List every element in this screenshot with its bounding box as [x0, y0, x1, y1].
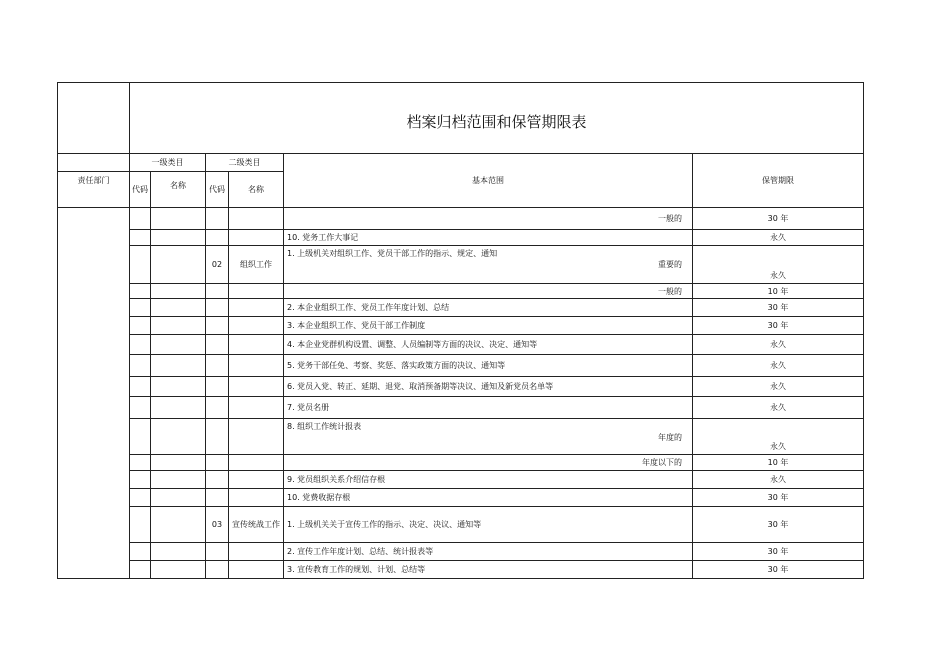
period-header: 保管期限: [693, 154, 864, 208]
level2-name-header: 名称: [229, 172, 284, 208]
level1-code-cell: [130, 419, 151, 455]
table-row: [58, 397, 864, 419]
level1-name-cell: [151, 317, 206, 335]
level1-name-cell: [151, 246, 206, 284]
level2-name-cell: [229, 377, 284, 397]
period-cell: 30 年: [693, 299, 864, 317]
level2-code-cell: [206, 419, 229, 455]
scope-item: 2. 宣传工作年度计划、总结、统计报表等: [287, 547, 434, 556]
scope-item: 7. 党员名册: [287, 403, 330, 412]
level1-name-cell: [151, 335, 206, 355]
scope-item: 9. 党员组织关系介绍信存根: [287, 475, 386, 484]
table-row: [58, 284, 864, 299]
level2-code-cell: 02: [206, 246, 229, 284]
period-cell: 30 年: [693, 507, 864, 543]
level2-name-cell: [229, 397, 284, 419]
level2-name-cell: [229, 471, 284, 489]
level1-name-cell: [151, 543, 206, 561]
level2-name-cell: 宣传统战工作: [229, 507, 284, 543]
level1-code-cell: [130, 317, 151, 335]
scope-header: 基本范围: [284, 154, 693, 208]
level2-name-cell: [229, 489, 284, 507]
period-cell: 永久: [693, 419, 864, 455]
level1-code-cell: [130, 377, 151, 397]
table-row: [58, 471, 864, 489]
level2-code-cell: [206, 230, 229, 246]
level1-name-cell: [151, 419, 206, 455]
table-row: [58, 208, 864, 230]
level2-name-cell: [229, 419, 284, 455]
level1-code-cell: [130, 543, 151, 561]
level1-name-header: 名称: [151, 172, 206, 208]
period-cell: 30 年: [693, 543, 864, 561]
level2-code-cell: [206, 455, 229, 471]
level2-code-cell: [206, 335, 229, 355]
level1-name-cell: [151, 208, 206, 230]
level2-name-cell: [229, 284, 284, 299]
level2-name-cell: [229, 561, 284, 579]
scope-cell: [284, 335, 693, 355]
scope-item: 10. 党务工作大事记: [287, 233, 359, 242]
level2-code-cell: [206, 355, 229, 377]
level1-name-cell: [151, 299, 206, 317]
level1-name-cell: [151, 471, 206, 489]
period-cell: 30 年: [693, 489, 864, 507]
level1-code-cell: [130, 230, 151, 246]
level2-name-cell: 组织工作: [229, 246, 284, 284]
level1-code-cell: [130, 246, 151, 284]
scope-qualifier: 一般的: [658, 286, 682, 296]
scope-cell: [284, 561, 693, 579]
scope-cell: [284, 299, 693, 317]
blank-header-cell: [58, 154, 130, 172]
table-row: [58, 507, 864, 543]
level2-name-cell: [229, 299, 284, 317]
scope-cell: [284, 377, 693, 397]
scope-cell: [284, 489, 693, 507]
period-cell: 永久: [693, 355, 864, 377]
scope-cell: [284, 355, 693, 377]
period-cell: 永久: [693, 246, 864, 284]
scope-cell: [284, 317, 693, 335]
period-cell: 永久: [693, 377, 864, 397]
level2-code-cell: [206, 471, 229, 489]
period-cell: 30 年: [693, 317, 864, 335]
period-cell: 永久: [693, 335, 864, 355]
scope-cell: [284, 419, 693, 455]
level1-code-cell: [130, 335, 151, 355]
level1-name-cell: [151, 230, 206, 246]
period-cell: 10 年: [693, 284, 864, 299]
level2-code-cell: [206, 284, 229, 299]
period-cell: 30 年: [693, 561, 864, 579]
scope-item: 6. 党员入党、转正、延期、退党、取消预备期等决议、通知及新党员名单等: [287, 382, 554, 391]
level1-name-cell: [151, 507, 206, 543]
level2-code-cell: [206, 377, 229, 397]
level2-code-cell: [206, 543, 229, 561]
scope-cell: [284, 230, 693, 246]
level2-name-cell: [229, 543, 284, 561]
scope-qualifier: 重要的: [658, 260, 682, 269]
level2-code-cell: [206, 489, 229, 507]
table-row: [58, 377, 864, 397]
level2-name-cell: [229, 355, 284, 377]
level1-code-cell: [130, 507, 151, 543]
table-row: [58, 561, 864, 579]
table-row: [58, 335, 864, 355]
scope-item: 10. 党费收据存根: [287, 493, 351, 502]
level2-header: 二级类目: [206, 154, 284, 172]
level1-code-cell: [130, 489, 151, 507]
level1-code-cell: [130, 284, 151, 299]
level2-name-cell: [229, 455, 284, 471]
level2-name-cell: [229, 335, 284, 355]
scope-cell: [284, 507, 693, 543]
table-row: [58, 246, 864, 284]
scope-cell: [284, 246, 693, 284]
level2-code-cell: [206, 317, 229, 335]
scope-item: 8. 组织工作统计报表: [287, 422, 362, 431]
scope-item: 1. 上级机关关于宣传工作的指示、决定、决议、通知等: [287, 520, 482, 529]
level1-name-cell: [151, 489, 206, 507]
scope-cell: [284, 397, 693, 419]
corner-cell: [58, 83, 130, 154]
level1-code-cell: [130, 455, 151, 471]
level1-code-cell: [130, 355, 151, 377]
table-row: [58, 419, 864, 455]
level1-header: 一级类目: [130, 154, 206, 172]
table-row: [58, 355, 864, 377]
period-cell: 永久: [693, 397, 864, 419]
table-row: [58, 317, 864, 335]
level1-code-cell: [130, 208, 151, 230]
scope-cell: [284, 208, 693, 230]
page-title: 档案归档范围和保管期限表: [130, 83, 864, 154]
scope-item: 5. 党务干部任免、考察、奖惩、落实政策方面的决议、通知等: [287, 361, 506, 370]
archive-table: [57, 82, 864, 579]
period-cell: 30 年: [693, 208, 864, 230]
table-row: [58, 299, 864, 317]
level1-name-cell: [151, 397, 206, 419]
scope-cell: [284, 471, 693, 489]
period-cell: 永久: [693, 471, 864, 489]
level2-code-header: 代码: [206, 172, 229, 208]
level1-code-header: 代码: [130, 172, 151, 208]
level1-name-cell: [151, 355, 206, 377]
scope-qualifier: 年度的: [658, 433, 682, 442]
level2-code-cell: [206, 561, 229, 579]
scope-item: 4. 本企业党群机构设置、调整、人员编制等方面的决议、决定、通知等: [287, 340, 538, 349]
level1-name-cell: [151, 455, 206, 471]
level1-code-cell: [130, 561, 151, 579]
level1-name-cell: [151, 377, 206, 397]
scope-cell: [284, 284, 693, 299]
level2-name-cell: [229, 208, 284, 230]
scope-item: 3. 本企业组织工作、党员干部工作制度: [287, 321, 426, 330]
table-row: [58, 455, 864, 471]
period-cell: 永久: [693, 230, 864, 246]
level2-code-cell: [206, 397, 229, 419]
scope-item: 3. 宣传教育工作的规划、计划、总结等: [287, 565, 426, 574]
scope-qualifier: 一般的: [658, 214, 682, 223]
dept-cell: [58, 208, 130, 579]
scope-cell: [284, 543, 693, 561]
scope-cell: [284, 455, 693, 471]
table-row: [58, 543, 864, 561]
level2-name-cell: [229, 317, 284, 335]
period-cell: 10 年: [693, 455, 864, 471]
level1-code-cell: [130, 471, 151, 489]
table-row: [58, 489, 864, 507]
level2-code-cell: [206, 299, 229, 317]
table-row: [58, 230, 864, 246]
level1-code-cell: [130, 299, 151, 317]
scope-item: 2. 本企业组织工作、党员工作年度计划、总结: [287, 303, 450, 312]
scope-qualifier: 年度以下的: [642, 458, 682, 467]
dept-header: 责任部门: [58, 172, 130, 208]
level1-code-cell: [130, 397, 151, 419]
scope-item: 1. 上级机关对组织工作、党员干部工作的指示、规定、通知: [287, 249, 498, 258]
level2-name-cell: [229, 230, 284, 246]
level1-name-cell: [151, 561, 206, 579]
level2-code-cell: [206, 208, 229, 230]
level2-code-cell: 03: [206, 507, 229, 543]
level1-name-cell: [151, 284, 206, 299]
